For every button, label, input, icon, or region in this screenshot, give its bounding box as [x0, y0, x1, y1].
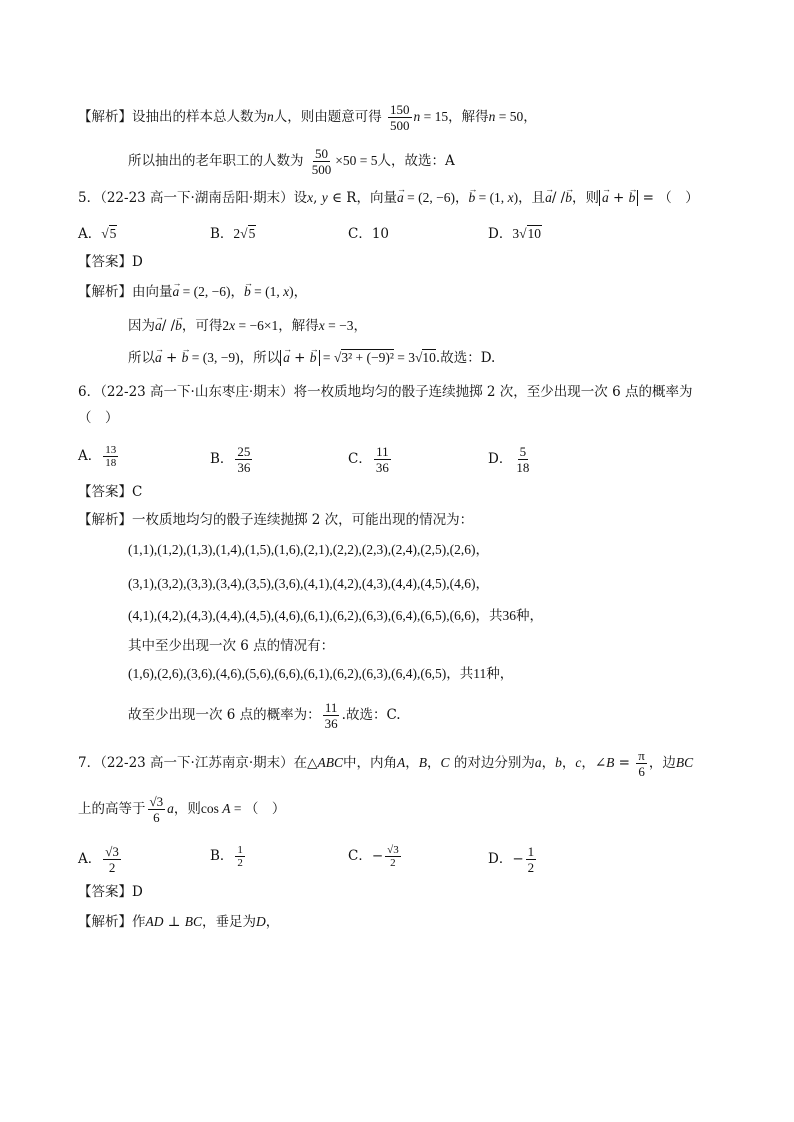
q6-option-b[interactable]: B． $\frac{25}{36}$ — [210, 444, 251, 475]
q5-option-b[interactable]: B．2√5 — [210, 226, 256, 242]
q5-option-c[interactable]: C．10 — [348, 226, 390, 242]
q6-outcomes-row-2: (3,1),(3,2),(3,3),(3,4),(3,5),(3,6),(4,1),(4,2),(4,3),(4,4),(4,5),(4,6)， — [128, 576, 490, 591]
q6-option-a[interactable]: A． $\frac{13}{18}$ — [78, 444, 117, 469]
q5-analysis-2: 因为→ a/ /→ b，可得2x = −6×1，解得x = −3， — [128, 316, 367, 336]
q7-answer: 【答案】D — [78, 884, 143, 900]
q7-stem-line2: 上的高等于 $\frac{√3}{6}$ a，则cos A = （ ） — [78, 794, 286, 825]
prev-analysis-line2: 所以抽出的老年职工的人数为 $\frac{50}{500}$ ×50 = 5人，故选：A — [128, 146, 455, 177]
q6-outcomes-row-3: (4,1),(4,2),(4,3),(4,4),(4,5),(4,6),(6,1),(6,2),(6,3),(6,4),(6,5),(6,6)，共36种， — [128, 608, 544, 623]
fraction: $\frac{150}{500}$ — [390, 102, 410, 133]
q7-option-b[interactable]: B． $\frac{1}{2}$ — [210, 844, 243, 869]
q7-stem: 7．（22-23 高一下·江苏南京·期末）在△ABC中，内角A，B，C 的对边分别为a，b，c，∠B = $\frac{\pi}{6}$ ，边BC — [78, 748, 694, 779]
q6-favorable-row: (1,6),(2,6),(3,6),(4,6),(5,6),(6,6),(6,1),(6,2),(6,3),(6,4),(6,5)，共11种， — [128, 666, 514, 681]
q5-option-a[interactable]: A．√5 — [78, 226, 117, 242]
q5-option-d[interactable]: D．3√10 — [488, 226, 541, 242]
q5-analysis-1: 【解析】由向量→ a = (2, −6)，→ b = (1, x)， — [78, 282, 307, 302]
q5-analysis-3: 所以→ a + → b = (3, −9)，所以→ a + → b = √3² + (−9)² = 3√10.故选：D. — [128, 348, 495, 368]
q6-option-d[interactable]: D． $\frac{5}{18}$ — [488, 444, 530, 475]
analysis-label: 【解析】 — [78, 109, 132, 125]
q6-analysis-intro: 【解析】一枚质地均匀的骰子连续抛掷 2 次，可能出现的情况为： — [78, 512, 474, 528]
q6-stem-paren: （ ） — [78, 410, 119, 426]
q5-stem: 5．（22-23 高一下·湖南岳阳·期末）设x, y ∈ R，向量→ a = (2, −6)，→ b = (1, x)，且→ a/ /→ b，则→ a + → b = （ ） — [78, 188, 699, 208]
q7-option-c[interactable]: C．− $\frac{√3}{2}$ — [348, 844, 399, 869]
q5-answer: 【答案】D — [78, 254, 143, 270]
q7-analysis: 【解析】作AD ⊥ BC，垂足为D， — [78, 914, 280, 930]
q6-stem: 6．（22-23 高一下·山东枣庄·期末）将一枚质地均匀的骰子连续抛掷 2 次，至少出现一次 6 点的概率为 — [78, 384, 693, 400]
q6-conclusion: 故至少出现一次 6 点的概率为： $\frac{11}{36}$ .故选：C. — [128, 700, 401, 731]
fraction: $\frac{50}{500}$ — [311, 146, 332, 177]
q7-option-d[interactable]: D．− $\frac{1}{2}$ — [488, 844, 535, 875]
q6-answer: 【答案】C — [78, 484, 143, 500]
q6-option-c[interactable]: C． $\frac{11}{36}$ — [348, 444, 389, 475]
q7-option-a[interactable]: A． $\frac{√3}{2}$ — [78, 844, 119, 875]
q6-analysis-mid: 其中至少出现一次 6 点的情况有： — [128, 638, 335, 654]
prev-analysis-line: 【解析】设抽出的样本总人数为n人，则由题意可得 $\frac{150}{500}$ n = 15，解得n = 50， — [78, 102, 537, 133]
q6-outcomes-row-1: (1,1),(1,2),(1,3),(1,4),(1,5),(1,6),(2,1),(2,2),(2,3),(2,4),(2,5),(2,6)， — [128, 542, 490, 557]
